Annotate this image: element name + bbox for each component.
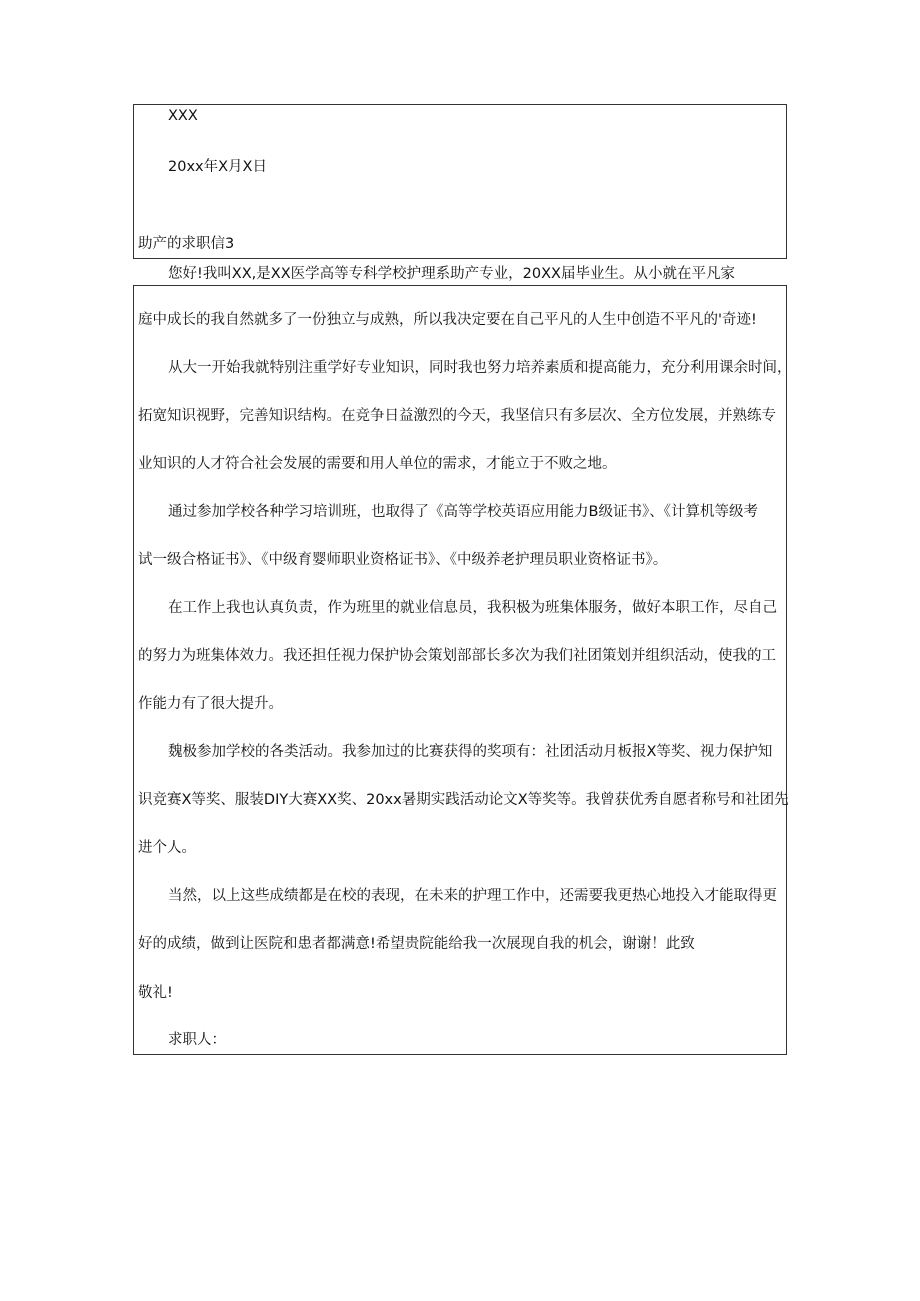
letter-line: 识竞赛X等奖、服装DIY大赛XX奖、20xx暑期实践活动论文X等奖等。我曾获优秀自愿者称号和社团先 bbox=[138, 792, 789, 808]
intro-line: 您好!我叫XX,是XX医学高等专科学校护理系助产专业，20XX届毕业生。从小就在平凡家 bbox=[168, 266, 735, 282]
signature-name: XXX bbox=[168, 108, 198, 124]
closing-salute: 敬礼! bbox=[138, 985, 173, 1001]
letter-line: 的努力为班集体效力。我还担任视力保护协会策划部部长多次为我们社团策划并组织活动，使我的工 bbox=[138, 648, 776, 664]
letter-line: 通过参加学校各种学习培训班，也取得了《高等学校英语应用能力B级证书》、《计算机等级考 bbox=[168, 504, 758, 520]
letter-line: 进个人。 bbox=[138, 840, 196, 856]
letter-line: 作能力有了很大提升。 bbox=[138, 696, 283, 712]
letter-line: 魏极参加学校的各类活动。我参加过的比赛获得的奖项有：社团活动月板报X等奖、视力保护知 bbox=[168, 744, 773, 760]
letter-line: 业知识的人才符合社会发展的需要和用人单位的需求，才能立于不败之地。 bbox=[138, 456, 617, 472]
letter-line: 好的成绩，做到让医院和患者都满意!希望贵院能给我一次展现自我的机会，谢谢！此致 bbox=[138, 936, 695, 952]
section-title: 助产的求职信3 bbox=[138, 236, 235, 252]
letter-line: 在工作上我也认真负责，作为班里的就业信息员，我积极为班集体服务，做好本职工作，尽自己 bbox=[168, 600, 777, 616]
letter-line: 庭中成长的我自然就多了一份独立与成熟，所以我决定要在自己平凡的人生中创造不平凡的'奇迹! bbox=[138, 312, 757, 328]
letter-line: 当然，以上这些成绩都是在校的表现，在未来的护理工作中，还需要我更热心地投入才能取得更 bbox=[168, 888, 777, 904]
letter-line: 拓宽知识视野，完善知识结构。在竞争日益激烈的今天，我坚信只有多层次、全方位发展，并熟练专 bbox=[138, 408, 776, 424]
letter-line: 从大一开始我就特别注重学好专业知识，同时我也努力培养素质和提高能力，充分利用课余时间， bbox=[168, 360, 792, 376]
letter-date: 20xx年X月X日 bbox=[168, 159, 267, 175]
letter-line: 试一级合格证书》、《中级育婴师职业资格证书》、《中级养老护理员职业资格证书》。 bbox=[138, 552, 668, 568]
applicant-label: 求职人： bbox=[168, 1032, 226, 1048]
